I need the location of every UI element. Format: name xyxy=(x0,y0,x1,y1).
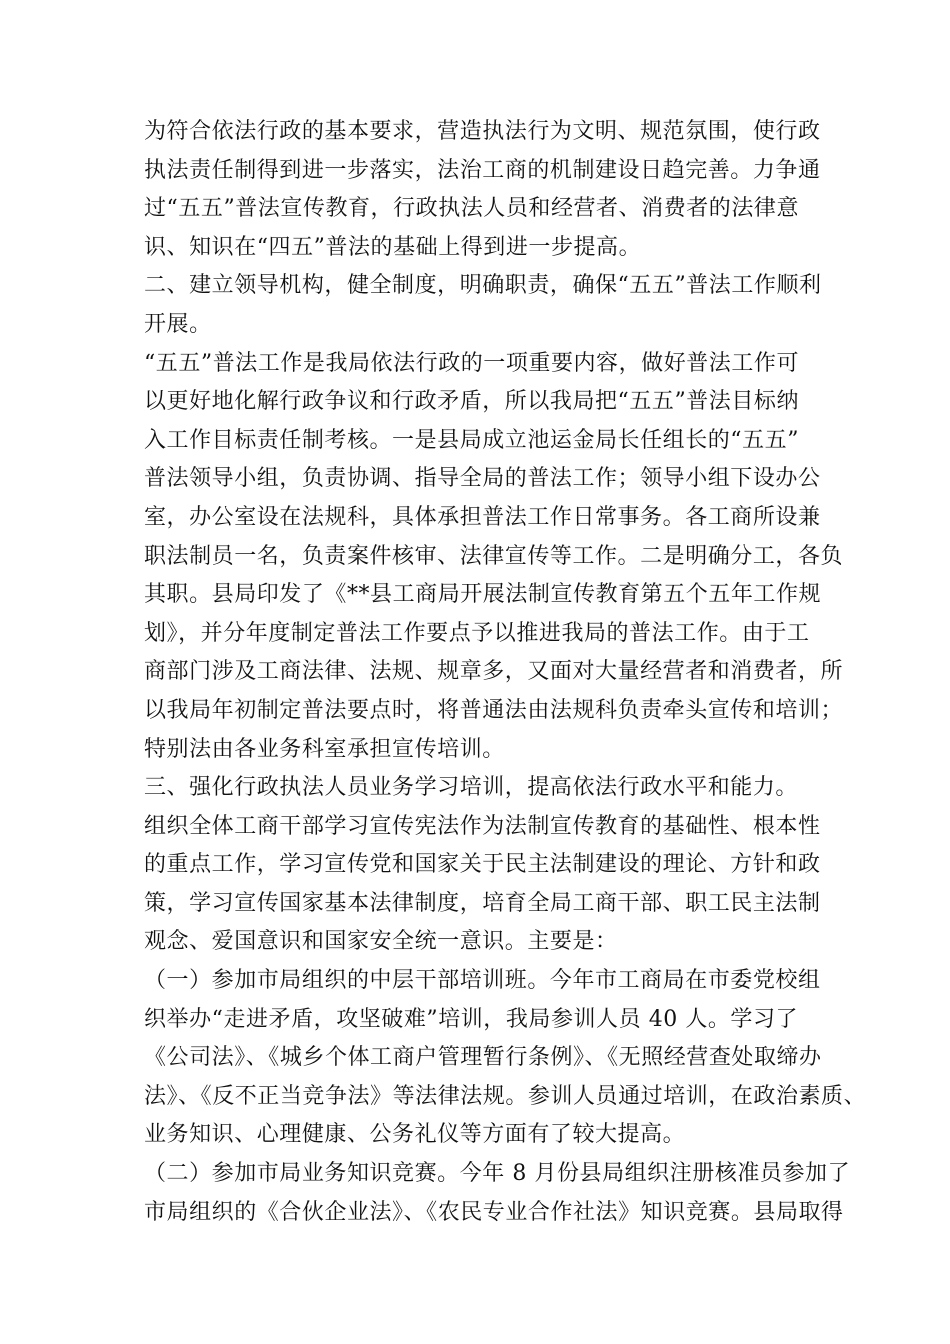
text-line: 观念、爱国意识和国家安全统一意识。主要是： xyxy=(144,929,618,955)
text-line: 《公司法》、《城乡个体工商户管理暂行条例》、《无照经营查处取缔办 xyxy=(144,1045,822,1071)
text-line: 法》、《反不正当竞争法》等法律法规。参训人员通过培训，在政治素质、 xyxy=(144,1083,867,1109)
text-line: 特别法由各业务科室承担宣传培训。 xyxy=(144,736,505,762)
text-line: 识、知识在“四五”普法的基础上得到进一步提高。 xyxy=(144,234,642,260)
text-line: 职法制员一名，负责案件核审、法律宣传等工作。二是明确分工，各负 xyxy=(144,543,844,569)
text-line: 为符合依法行政的基本要求，营造执法行为文明、规范氛围，使行政 xyxy=(144,119,821,144)
text-line: 策，学习宣传国家基本法律制度，培育全局工商干部、职工民主法制 xyxy=(144,890,821,916)
text-line: “五五”普法工作是我局依法行政的一项重要内容，做好普法工作可 xyxy=(144,350,799,376)
text-line: 织举办“走进矛盾，攻坚破难”培训，我局参训人员 40 人。学习了 xyxy=(144,1006,799,1032)
text-line: 其职。县局印发了《**县工商局开展法制宣传教育第五个五年工作规 xyxy=(144,582,822,608)
text-line: 的重点工作，学习宣传党和国家关于民主法制建设的理论、方针和政 xyxy=(144,852,821,878)
section-heading: 开展。 xyxy=(144,311,212,337)
text-line: 商部门涉及工商法律、法规、规章多，又面对大量经营者和消费者，所 xyxy=(144,659,844,685)
text-line: 以我局年初制定普法要点时，将普通法由法规科负责牵头宣传和培训； xyxy=(144,697,844,723)
text-line: （一）参加市局组织的中层干部培训班。今年市工商局在市委党校组 xyxy=(144,968,821,994)
text-line: 过“五五”普法宣传教育，行政执法人员和经营者、消费者的法律意 xyxy=(144,196,799,222)
text-line: 业务知识、心理健康、公务礼仪等方面有了较大提高。 xyxy=(144,1122,686,1148)
document-page xyxy=(144,113,867,1232)
section-heading: 二、建立领导机构，健全制度，明确职责，确保“五五”普法工作顺利 xyxy=(144,273,822,299)
text-line: 执法责任制得到进一步落实，法治工商的机制建设日趋完善。力争通 xyxy=(144,157,821,183)
text-line: 组织全体工商干部学习宣传宪法作为法制宣传教育的基础性、根本性 xyxy=(144,813,821,839)
text-line: 入工作目标责任制考核。一是县局成立池运金局长任组长的“五五” xyxy=(144,427,799,453)
text-line: 普法领导小组，负责协调、指导全局的普法工作；领导小组下设办公 xyxy=(144,466,821,492)
text-line: 市局组织的《合伙企业法》、《农民专业合作社法》知识竞赛。县局取得 xyxy=(144,1199,844,1225)
text-line: 以更好地化解行政争议和行政矛盾，所以我局把“五五”普法目标纳 xyxy=(144,389,799,415)
section-heading: 三、强化行政执法人员业务学习培训，提高依法行政水平和能力。 xyxy=(144,775,798,801)
text-line: （二）参加市局业务知识竞赛。今年 8 月份县局组织注册核准员参加了 xyxy=(144,1161,851,1187)
text-line: 室，办公室设在法规科，具体承担普法工作日常事务。各工商所设兼 xyxy=(144,504,821,530)
text-line: 划》，并分年度制定普法工作要点予以推进我局的普法工作。由于工 xyxy=(144,620,810,646)
